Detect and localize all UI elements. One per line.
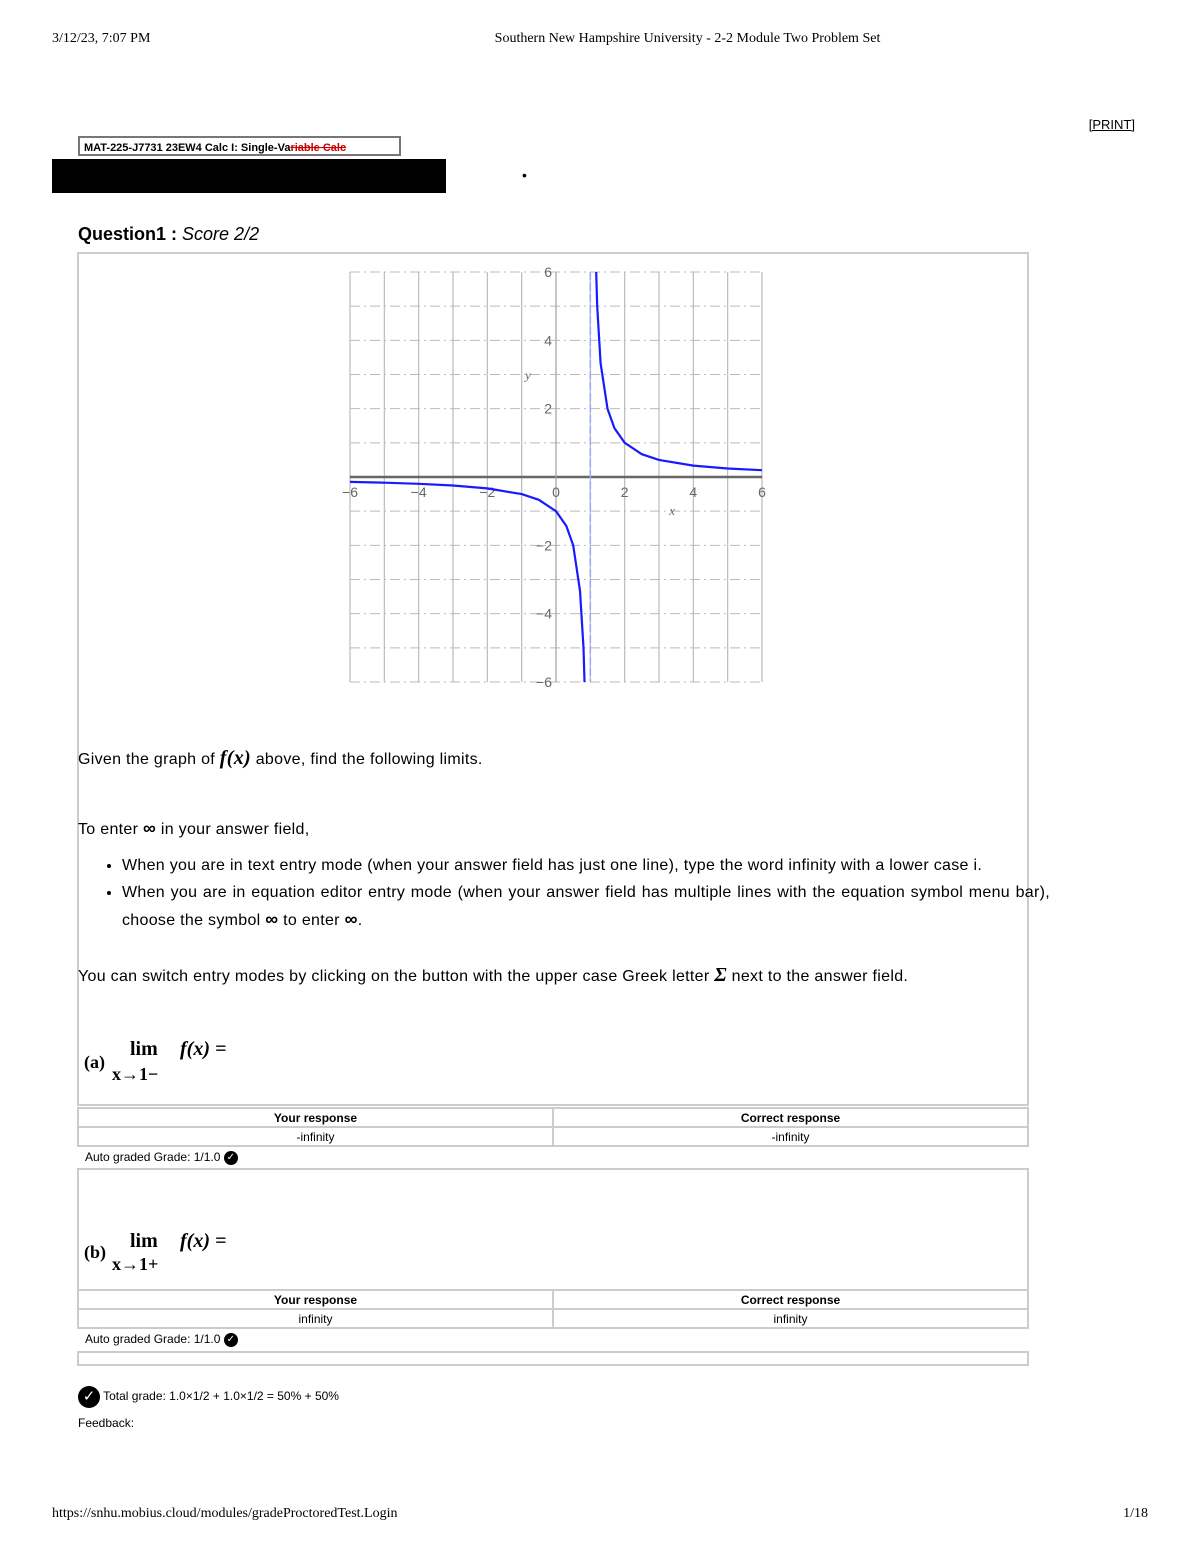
total-grade-text: Total grade: 1.0×1/2 + 1.0×1/2 = 50% + 50% bbox=[103, 1389, 339, 1404]
instruction-list bbox=[100, 852, 1050, 934]
x-tick-label: −4 bbox=[410, 484, 427, 500]
enter-text-after: in your answer field, bbox=[160, 821, 310, 838]
footer-url: https://snhu.mobius.cloud/modules/gradeProctoredTest.Login bbox=[52, 1506, 398, 1521]
prompt-text-after: above, find the following limits. bbox=[255, 751, 483, 768]
table-row bbox=[78, 1309, 1028, 1328]
grade-text: Auto graded Grade: 1/1.0 bbox=[85, 1332, 221, 1346]
list-item bbox=[122, 852, 1050, 879]
correct-response-value: -infinity bbox=[553, 1127, 1028, 1146]
correct-response-header: Correct response bbox=[553, 1108, 1028, 1127]
part-a-lim-subscript: x→1− bbox=[112, 1064, 159, 1084]
grade-text: Auto graded Grade: 1/1.0 bbox=[85, 1150, 221, 1164]
enter-text-before: To enter bbox=[78, 821, 139, 838]
part-a-fx: f(x) = bbox=[180, 1038, 227, 1060]
part-b-lim-subscript: x→1+ bbox=[112, 1254, 159, 1274]
x-tick-label: 4 bbox=[689, 484, 698, 500]
part-b-lim: lim bbox=[130, 1230, 158, 1252]
graph-axes bbox=[350, 272, 762, 682]
your-response-value: -infinity bbox=[78, 1127, 553, 1146]
question-title bbox=[78, 224, 259, 245]
feedback-label: Feedback: bbox=[78, 1416, 135, 1430]
your-response-value: infinity bbox=[78, 1309, 553, 1328]
y-tick-label: 4 bbox=[544, 332, 552, 349]
check-circle-icon: ✓ bbox=[224, 1151, 238, 1165]
y-tick-label: −2 bbox=[536, 537, 552, 554]
table-row bbox=[78, 1290, 1028, 1309]
your-response-header: Your response bbox=[78, 1108, 553, 1127]
course-select[interactable] bbox=[78, 136, 401, 156]
course-select-text: MAT-225-J7731 23EW4 Calc I: Single-Va bbox=[84, 142, 291, 154]
print-link[interactable]: [PRINT] bbox=[1088, 117, 1135, 132]
part-b-grade bbox=[85, 1332, 238, 1347]
sigma-symbol: Σ bbox=[714, 964, 727, 986]
footer-page-number: 1/18 bbox=[1123, 1506, 1148, 1521]
y-tick-label: −6 bbox=[536, 674, 552, 690]
function-curve bbox=[350, 482, 588, 692]
your-response-header: Your response bbox=[78, 1290, 553, 1309]
bullet-text-mid: to enter bbox=[283, 912, 340, 929]
y-tick-label: 6 bbox=[544, 264, 552, 280]
x-tick-label: −2 bbox=[479, 484, 496, 500]
question-label: Question1 : bbox=[78, 224, 178, 244]
correct-response-value: infinity bbox=[553, 1309, 1028, 1328]
list-item bbox=[122, 879, 1050, 934]
part-a-label: (a) bbox=[84, 1052, 105, 1072]
infinity-symbol: ∞ bbox=[142, 818, 157, 838]
print-header-title: Southern New Hampshire University - 2-2 Module Two Problem Set bbox=[494, 31, 881, 46]
switch-text-before: You can switch entry modes by clicking on the button with the upper case Greek letter bbox=[78, 968, 710, 985]
bullet-text: When you are in equation editor entry mode (when your answer field has multiple lines with the equation symbol menu bar), choose the symbol bbox=[122, 884, 1050, 929]
infinity-instructions bbox=[78, 818, 309, 839]
table-row bbox=[78, 1127, 1028, 1146]
bullet-dot: • bbox=[522, 167, 527, 183]
x-tick-label: 6 bbox=[758, 484, 766, 500]
part-a-grade bbox=[85, 1150, 238, 1165]
bullet-text-end: . bbox=[357, 912, 363, 929]
question-prompt bbox=[78, 747, 483, 770]
x-tick-label: 0 bbox=[552, 484, 560, 500]
part-b-fx: f(x) = bbox=[180, 1230, 227, 1252]
y-tick-label: 2 bbox=[544, 400, 552, 417]
prompt-text-before: Given the graph of bbox=[78, 751, 216, 768]
correct-response-header: Correct response bbox=[553, 1290, 1028, 1309]
infinity-symbol: ∞ bbox=[344, 909, 358, 929]
print-header-datetime: 3/12/23, 7:07 PM bbox=[52, 31, 151, 46]
empty-response-row bbox=[77, 1351, 1029, 1366]
function-curve bbox=[593, 262, 762, 470]
switch-mode-text bbox=[78, 964, 908, 987]
infinity-symbol: ∞ bbox=[265, 909, 279, 929]
table-row bbox=[78, 1108, 1028, 1127]
part-b-label: (b) bbox=[84, 1242, 106, 1262]
x-tick-label: −6 bbox=[342, 484, 358, 500]
course-select-struck-text: riable Calc bbox=[290, 142, 347, 154]
part-a-response-table bbox=[77, 1107, 1029, 1147]
part-b-box bbox=[77, 1168, 1029, 1290]
y-axis-label: y bbox=[525, 367, 531, 383]
part-b-response-table bbox=[77, 1289, 1029, 1329]
part-a-lim: lim bbox=[130, 1038, 158, 1060]
y-tick-label: −4 bbox=[536, 605, 552, 622]
x-axis-label: x bbox=[669, 503, 676, 518]
switch-text-after: next to the answer field. bbox=[731, 968, 909, 985]
check-circle-icon: ✓ bbox=[78, 1386, 100, 1408]
redaction-bar bbox=[52, 159, 446, 193]
question-score: Score 2/2 bbox=[182, 224, 260, 244]
x-tick-label: 2 bbox=[620, 484, 629, 500]
fx-symbol: f(x) bbox=[219, 747, 251, 769]
check-circle-icon: ✓ bbox=[224, 1333, 238, 1347]
bullet-text: When you are in text entry mode (when your answer field has just one line), type the word infinity with a lower case i. bbox=[122, 857, 983, 874]
function-graph bbox=[340, 262, 770, 692]
total-grade bbox=[78, 1386, 339, 1408]
